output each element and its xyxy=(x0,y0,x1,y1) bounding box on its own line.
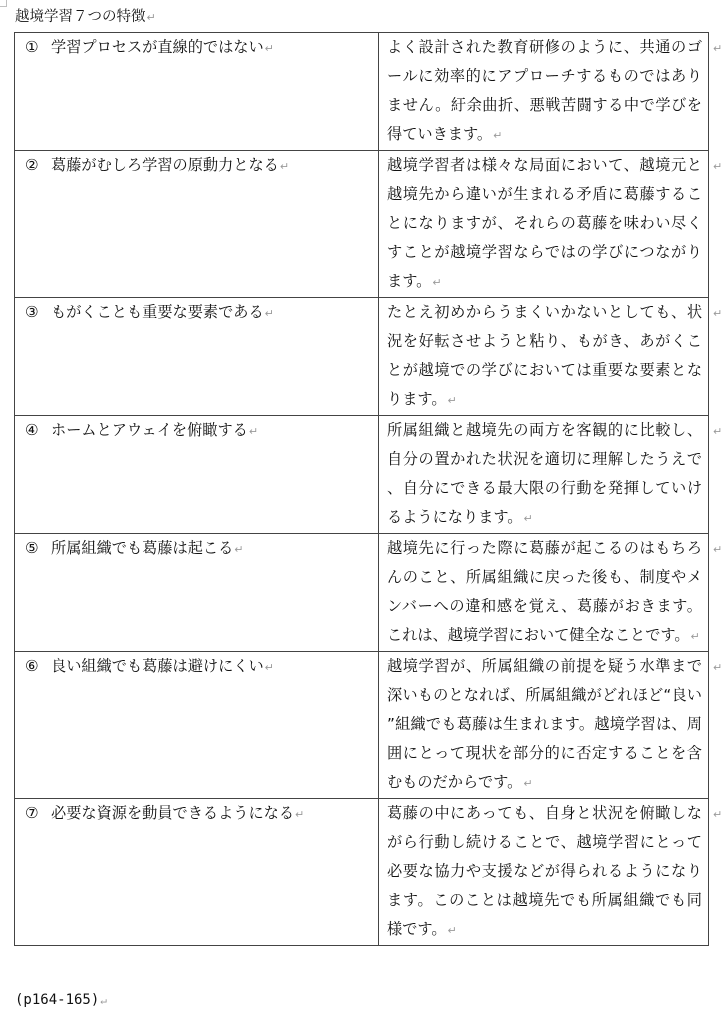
feature-number: ② xyxy=(25,156,39,174)
paragraph-mark: ↵ xyxy=(432,276,442,289)
feature-description: よく設計された教育研修のように、共通のゴールに効率的にアプローチするものではありません。紆余曲折、悪戦苦闘する中で学びを得ていきます。 xyxy=(387,38,702,143)
feature-description-cell xyxy=(379,416,709,534)
feature-name: 所属組織でも葛藤は起こる xyxy=(51,539,234,557)
feature-description-cell xyxy=(379,298,709,416)
feature-number: ⑤ xyxy=(25,539,39,557)
row-end-mark: ↵ xyxy=(713,41,723,55)
feature-name: ホームとアウェイを俯瞰する xyxy=(51,421,248,439)
table-row xyxy=(15,298,709,416)
paragraph-mark: ↵ xyxy=(264,307,274,320)
table-row xyxy=(15,652,709,799)
paragraph-mark: ↵ xyxy=(447,924,457,937)
table-row xyxy=(15,33,709,151)
feature-name: 必要な資源を動員できるようになる xyxy=(51,804,294,822)
feature-name: 学習プロセスが直線的ではない xyxy=(51,38,264,56)
page-corner-mark xyxy=(0,0,7,7)
feature-name-cell xyxy=(15,799,379,946)
source-citation: (p164-165)↵ xyxy=(15,992,107,1008)
feature-number: ④ xyxy=(25,421,39,439)
paragraph-mark: ↵ xyxy=(279,160,290,173)
feature-name-cell xyxy=(15,416,379,534)
feature-name-cell xyxy=(15,652,379,799)
feature-name-cell xyxy=(15,298,379,416)
features-table xyxy=(14,32,709,946)
feature-name-cell xyxy=(15,151,379,298)
feature-description: 越境学習者は様々な局面において、越境元と越境先から違いが生まれる矛盾に葛藤することになりますが、それらの葛藤を味わい尽くすことが越境学習ならではの学びにつながります。 xyxy=(387,156,702,290)
feature-name: 良い組織でも葛藤は避けにくい xyxy=(51,657,264,675)
document-title: 越境学習７つの特徴↵ xyxy=(15,9,156,25)
feature-number: ③ xyxy=(25,303,39,321)
feature-number: ⑦ xyxy=(25,804,39,822)
feature-number: ① xyxy=(25,38,39,56)
feature-description: 葛藤の中にあっても、自身と状況を俯瞰しながら行動し続けることで、越境学習にとって必要な協力や支援などが得られるようになります。このことは越境先でも所属組織でも同様です。 xyxy=(387,804,702,938)
paragraph-mark: ↵ xyxy=(100,994,107,1007)
row-end-mark: ↵ xyxy=(713,807,723,821)
table-row xyxy=(15,534,709,652)
feature-name: もがくことも重要な要素である xyxy=(51,303,264,321)
feature-name: 葛藤がむしろ学習の原動力となる xyxy=(51,156,279,174)
paragraph-mark: ↵ xyxy=(264,661,274,674)
row-end-mark: ↵ xyxy=(713,424,723,438)
paragraph-mark: ↵ xyxy=(690,630,700,643)
paragraph-mark: ↵ xyxy=(523,777,533,790)
feature-description-cell xyxy=(379,33,709,151)
paragraph-mark: ↵ xyxy=(523,512,533,525)
paragraph-mark: ↵ xyxy=(295,808,305,821)
feature-name-cell xyxy=(15,534,379,652)
paragraph-mark: ↵ xyxy=(493,129,503,142)
table-row xyxy=(15,799,709,946)
row-end-mark: ↵ xyxy=(713,542,723,556)
feature-description-cell xyxy=(379,534,709,652)
row-end-mark: ↵ xyxy=(713,306,723,320)
feature-description: 越境学習が、所属組織の前提を疑う水準まで深いものとなれば、所属組織がどれほど“良い”組織でも葛藤は生まれます。越境学習は、周囲にとって現状を部分的に否定することを含むものだからです。 xyxy=(387,657,702,791)
row-end-mark: ↵ xyxy=(713,660,723,674)
feature-description-cell xyxy=(379,799,709,946)
paragraph-mark: ↵ xyxy=(146,11,156,24)
paragraph-mark: ↵ xyxy=(248,425,259,438)
feature-description: たとえ初めからうまくいかないとしても、状況を好転させようと粘り、もがき、あがくことが越境での学びにおいては重要な要素となります。 xyxy=(387,303,702,408)
paragraph-mark: ↵ xyxy=(234,543,244,556)
feature-description-cell xyxy=(379,151,709,298)
feature-name-cell xyxy=(15,33,379,151)
feature-description: 越境先に行った際に葛藤が起こるのはもちろんのこと、所属組織に戻った後も、制度やメンバーへの違和感を覚え、葛藤がおきます。これは、越境学習において健全なことです。 xyxy=(387,539,702,644)
feature-description-cell xyxy=(379,652,709,799)
paragraph-mark: ↵ xyxy=(447,394,457,407)
feature-number: ⑥ xyxy=(25,657,39,675)
row-end-mark: ↵ xyxy=(713,159,723,173)
table-row xyxy=(15,151,709,298)
table-row xyxy=(15,416,709,534)
feature-description: 所属組織と越境先の両方を客観的に比較し、自分の置かれた状況を適切に理解したうえで、自分にできる最大限の行動を発揮していけるようになります。 xyxy=(387,421,702,526)
paragraph-mark: ↵ xyxy=(264,42,274,55)
